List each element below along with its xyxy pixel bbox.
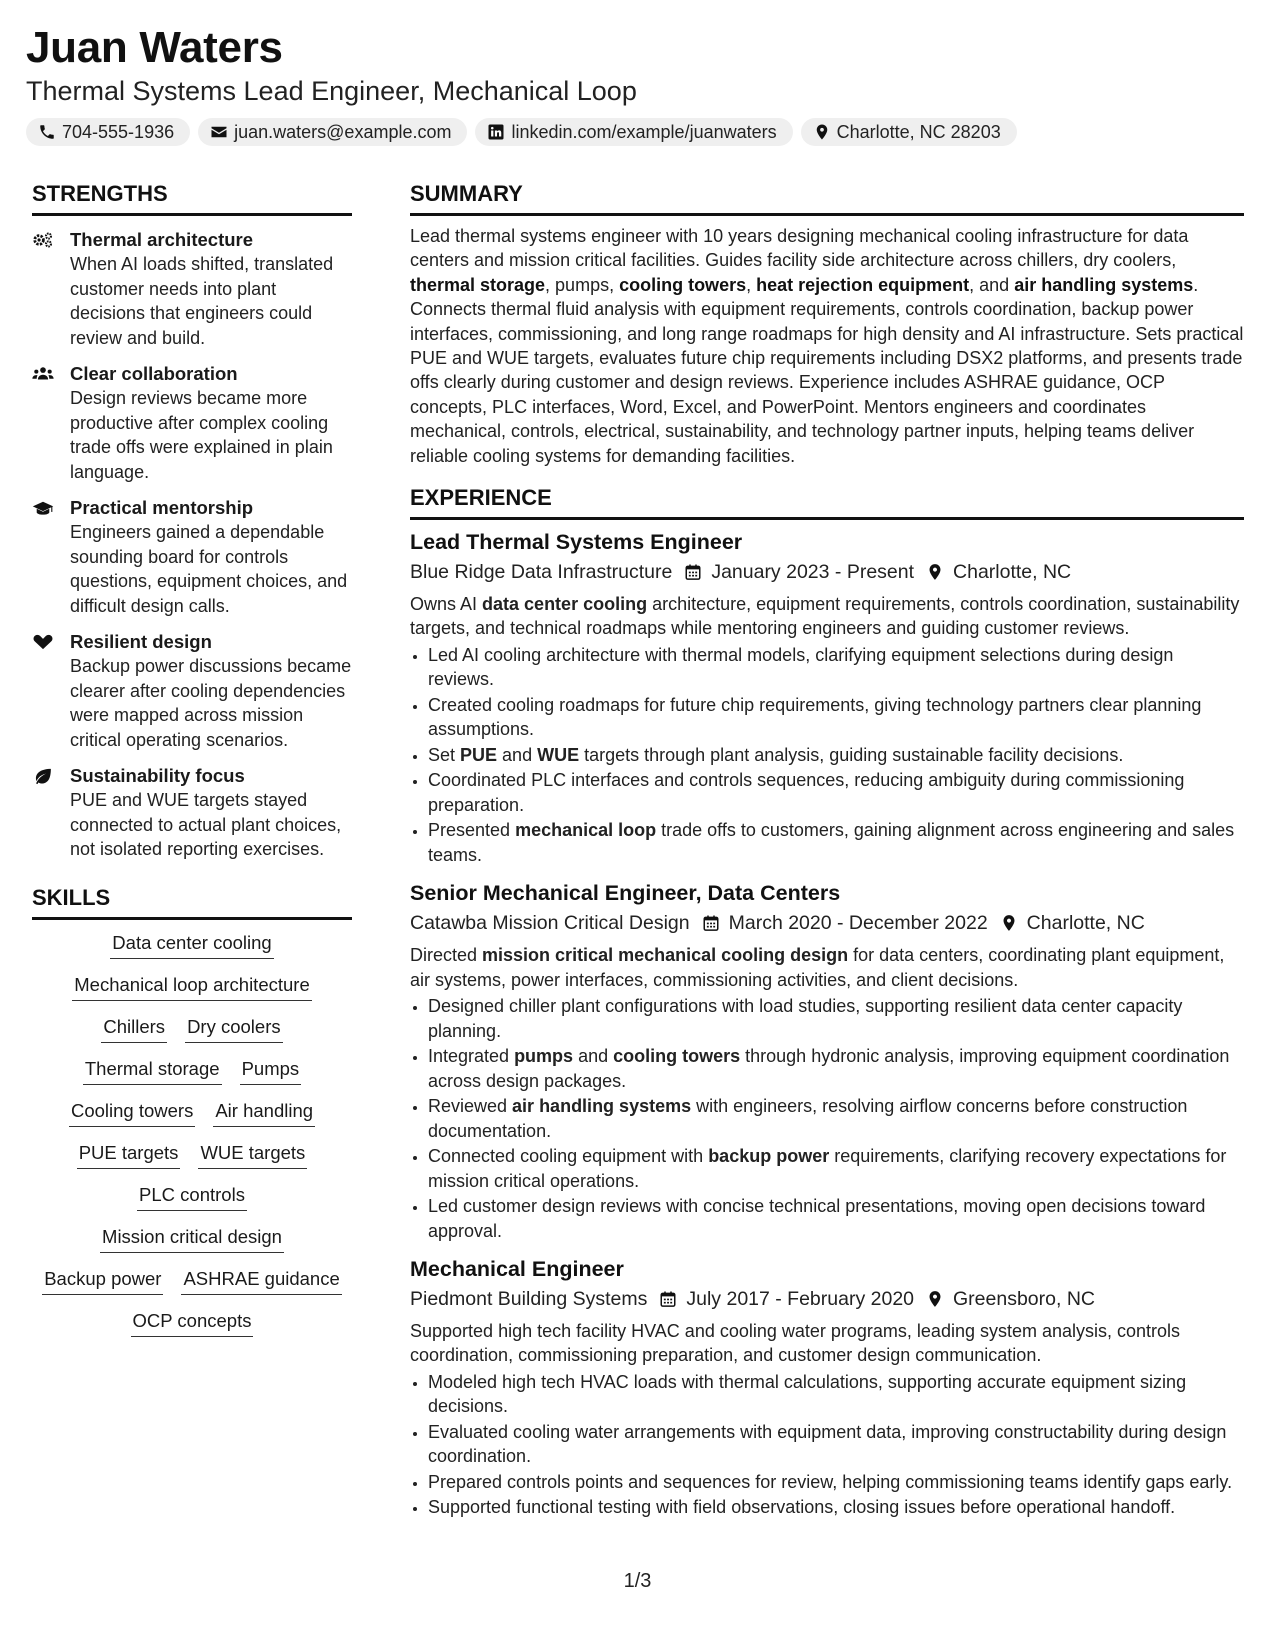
text-segment: Lead thermal systems engineer with 10 years designing mechanical cooling infrastructure for data centers and mission critical facilities. Guides facility side architecture across chillers, dry coolers, [410, 226, 1189, 271]
candidate-title: Thermal Systems Lead Engineer, Mechanical Loop [26, 76, 637, 106]
strength-title: Clear collaboration [70, 363, 238, 384]
bullet-item [428, 693, 1244, 742]
skill-tag: Cooling towers [69, 1098, 195, 1127]
text-segment: Led customer design reviews with concise technical presentations, moving open decisions toward approval. [428, 1196, 1206, 1241]
text-segment: Integrated [428, 1046, 515, 1067]
page-number: 1/3 [623, 1570, 652, 1592]
bold-keyword: air handling systems [512, 1096, 692, 1117]
skill-row [32, 1224, 352, 1253]
bold-keyword: mechanical loop [515, 820, 657, 841]
bold-keyword: cooling towers [613, 1046, 741, 1067]
text-segment: Coordinated PLC interfaces and controls sequences, reducing ambiguity during commissioning preparation. [428, 770, 1185, 815]
strength-item [32, 228, 352, 350]
strength-title: Thermal architecture [70, 229, 254, 250]
location-pin-icon [926, 1290, 944, 1308]
job-dates: July 2017 - February 2020 [686, 1287, 915, 1310]
job-description [410, 1319, 1244, 1368]
job-entry [410, 528, 1244, 867]
linkedin-text: linkedin.com/example/juanwaters [511, 121, 777, 142]
text-segment: Evaluated cooling water arrangements with equipment data, improving constructability during design coordination. [428, 1421, 1227, 1467]
job-title: Senior Mechanical Engineer, Data Centers [410, 881, 841, 906]
text-segment: Prepared controls points and sequences for review, helping commissioning teams identify gaps early. [428, 1471, 1233, 1492]
strength-desc: Backup power discussions became clearer after cooling dependencies were mapped across mission critical operating scenarios. [70, 656, 352, 750]
phone-text: 704-555-1936 [62, 121, 175, 142]
email-text: juan.waters@example.com [234, 121, 452, 142]
skill-tag: Chillers [101, 1014, 167, 1043]
text-segment: trade offs to customers, gaining alignment across engineering and sales teams. [428, 820, 1235, 865]
text-segment: , pumps, [545, 274, 620, 295]
job-location: Greensboro, NC [953, 1287, 1095, 1310]
text-segment: Modeled high tech HVAC loads with thermal calculations, supporting accurate equipment sizing decisions. [428, 1371, 1187, 1417]
skill-tag: Pumps [240, 1056, 302, 1085]
bullet-item [428, 1094, 1244, 1143]
bullet-item [428, 1194, 1244, 1243]
bullet-item [428, 1044, 1244, 1093]
location-pin-icon [813, 123, 831, 141]
bullet-item [428, 1144, 1244, 1193]
linkedin-icon [487, 123, 505, 141]
text-segment: through hydronic analysis, improving equipment coordination across design packages. [428, 1046, 1230, 1091]
job-location: Charlotte, NC [1026, 912, 1145, 935]
bullet-item [428, 1470, 1244, 1494]
strength-desc: PUE and WUE targets stayed connected to actual plant choices, not isolated reporting exercises. [70, 790, 342, 859]
strengths-heading: STRENGTHS [32, 180, 352, 216]
text-segment: for data centers, coordinating plant equipment, air systems, power interfaces, commissioning activities, and client decisions. [410, 945, 1225, 990]
job-location: Charlotte, NC [953, 561, 1072, 584]
users-icon [32, 365, 54, 383]
bold-keyword: cooling towers [619, 274, 747, 295]
text-segment: architecture, equipment requirements, controls coordination, sustainability targets, and technical roadmaps while mentoring engineers and guiding customer reviews. [410, 594, 1240, 639]
skill-tag: PLC controls [137, 1182, 247, 1211]
skill-tag: Air handling [213, 1098, 315, 1127]
experience-heading: EXPERIENCE [410, 484, 1244, 520]
strength-desc: Design reviews became more productive after complex cooling trade offs were explained in plain language. [70, 388, 333, 482]
text-segment: and [497, 744, 538, 765]
bold-keyword: heat rejection equipment [756, 274, 970, 295]
text-segment: with engineers, resolving airflow concerns before construction documentation. [428, 1096, 1188, 1141]
bold-keyword: PUE [460, 744, 498, 765]
text-segment: Set [428, 744, 461, 765]
bullet-item [428, 1370, 1244, 1419]
strength-desc: Engineers gained a dependable sounding board for controls questions, equipment choices, and difficult design calls. [70, 522, 348, 616]
text-segment: Owns AI [410, 594, 483, 615]
calendar-icon [659, 1290, 677, 1308]
job-bullets [410, 994, 1244, 1243]
summary-heading: SUMMARY [410, 180, 1244, 216]
job-description [410, 592, 1244, 641]
skill-row [32, 1098, 352, 1127]
text-segment: Connected cooling equipment with [428, 1146, 709, 1167]
job-dates: January 2023 - Present [711, 561, 915, 584]
skill-tag: Data center cooling [110, 930, 273, 959]
bold-keyword: pumps [514, 1046, 574, 1067]
envelope-icon [210, 123, 228, 141]
job-meta [410, 1285, 1244, 1313]
email-contact[interactable] [198, 118, 467, 146]
text-segment: Supported functional testing with field observations, closing issues before operational handoff. [428, 1497, 1176, 1518]
phone-icon [38, 123, 56, 141]
strength-item [32, 764, 352, 862]
skills-list [32, 930, 352, 1337]
skill-tag: Backup power [42, 1266, 163, 1295]
strength-desc: When AI loads shifted, translated customer needs into plant decisions that engineers could review and build. [70, 254, 334, 348]
bullet-item [428, 643, 1244, 692]
text-segment: Reviewed [428, 1096, 513, 1117]
strength-title: Resilient design [70, 631, 212, 652]
resume-header [26, 22, 1249, 146]
job-description [410, 943, 1244, 992]
strength-item [32, 496, 352, 618]
bullet-item [428, 994, 1244, 1043]
company-name: Piedmont Building Systems [410, 1287, 648, 1310]
skill-tag: Dry coolers [185, 1014, 283, 1043]
job-dates: March 2020 - December 2022 [728, 912, 988, 935]
bullet-item [428, 768, 1244, 817]
skill-tag: Mission critical design [100, 1224, 284, 1253]
text-segment: . Connects thermal fluid analysis with equipment requirements, controls coordination, backup power interfaces, commissioning, and long range roadmaps for high density and AI infrastructure. Sets practical PUE and WUE targets, evaluates future chip requirements including DSX2 platforms, and presents trade offs clearly during customer and design reviews. Experience includes ASHRAE guidance, OCP concepts, PLC interfaces, Word, Excel, and PowerPoint. Mentors engineers and coordinates mechanical, controls, electrical, sustainability, and technology partner inputs, helping teams deliver reliable cooling systems for demanding facilities. [410, 274, 1244, 466]
bullet-item [428, 743, 1244, 767]
text-segment: Supported high tech facility HVAC and cooling water programs, leading system analysis, controls coordination, commissioning preparation, and customer design communication. [410, 1320, 1181, 1366]
text-segment: Led AI cooling architecture with thermal models, clarifying equipment selections during design reviews. [428, 644, 1174, 690]
skill-row [32, 972, 352, 1001]
bold-keyword: air handling systems [1014, 274, 1194, 295]
left-column [32, 180, 352, 1350]
text-segment: , and [969, 274, 1015, 295]
strength-title: Practical mentorship [70, 497, 254, 518]
text-segment: Created cooling roadmaps for future chip requirements, giving technology partners clear planning assumptions. [428, 694, 1202, 740]
skill-row [32, 930, 352, 959]
skill-tag: ASHRAE guidance [181, 1266, 341, 1295]
job-title: Lead Thermal Systems Engineer [410, 530, 743, 555]
job-entry [410, 1255, 1244, 1520]
linkedin-contact[interactable] [475, 118, 792, 146]
text-segment: targets through plant analysis, guiding sustainable facility decisions. [579, 744, 1124, 765]
location-text: Charlotte, NC 28203 [836, 121, 1001, 142]
strength-item [32, 362, 352, 484]
location-pin-icon [1000, 914, 1018, 932]
skill-row [32, 1014, 352, 1043]
candidate-name: Juan Waters [26, 23, 283, 72]
phone-contact[interactable] [26, 118, 190, 146]
right-column [410, 180, 1244, 1521]
skill-row [32, 1140, 352, 1169]
job-bullets [410, 643, 1244, 867]
skill-tag: PUE targets [77, 1140, 181, 1169]
strength-title: Sustainability focus [70, 765, 245, 786]
experience-list [410, 528, 1244, 1520]
skill-tag: WUE targets [198, 1140, 307, 1169]
job-meta [410, 909, 1244, 937]
leaf-icon [32, 767, 54, 785]
text-segment: Presented [428, 820, 516, 841]
bold-keyword: WUE [537, 744, 580, 765]
bold-keyword: thermal storage [410, 274, 546, 295]
text-segment: and [573, 1046, 614, 1067]
gears-icon [32, 231, 54, 249]
bold-keyword: backup power [708, 1146, 830, 1167]
contact-bar [26, 118, 1249, 146]
calendar-icon [702, 914, 720, 932]
skill-row [32, 1056, 352, 1085]
company-name: Blue Ridge Data Infrastructure [410, 561, 673, 584]
company-name: Catawba Mission Critical Design [410, 912, 690, 935]
strength-item [32, 630, 352, 752]
job-meta [410, 558, 1244, 586]
text-segment: Designed chiller plant configurations with load studies, supporting resilient data center capacity planning. [428, 996, 1183, 1041]
skill-row [32, 1266, 352, 1295]
text-segment: Directed [410, 945, 483, 966]
bullet-item [428, 1420, 1244, 1469]
calendar-icon [684, 563, 702, 581]
skill-tag: OCP concepts [131, 1308, 254, 1337]
graduation-cap-icon [32, 499, 54, 517]
job-bullets [410, 1370, 1244, 1520]
bullet-item [428, 1495, 1244, 1519]
text-segment: requirements, clarifying recovery expectations for mission critical operations. [428, 1146, 1227, 1191]
skill-tag: Mechanical loop architecture [72, 972, 312, 1001]
bold-keyword: mission critical mechanical cooling design [482, 945, 849, 966]
skill-tag: Thermal storage [83, 1056, 222, 1085]
heart-icon [32, 633, 54, 651]
text-segment: , [746, 274, 757, 295]
skill-row [32, 1182, 352, 1211]
skills-heading: SKILLS [32, 884, 352, 920]
location-contact[interactable] [801, 118, 1017, 146]
location-pin-icon [926, 563, 944, 581]
bullet-item [428, 818, 1244, 867]
job-entry [410, 879, 1244, 1243]
job-title: Mechanical Engineer [410, 1256, 624, 1281]
bold-keyword: data center cooling [482, 594, 648, 615]
skill-row [32, 1308, 352, 1337]
summary-text [410, 224, 1244, 468]
